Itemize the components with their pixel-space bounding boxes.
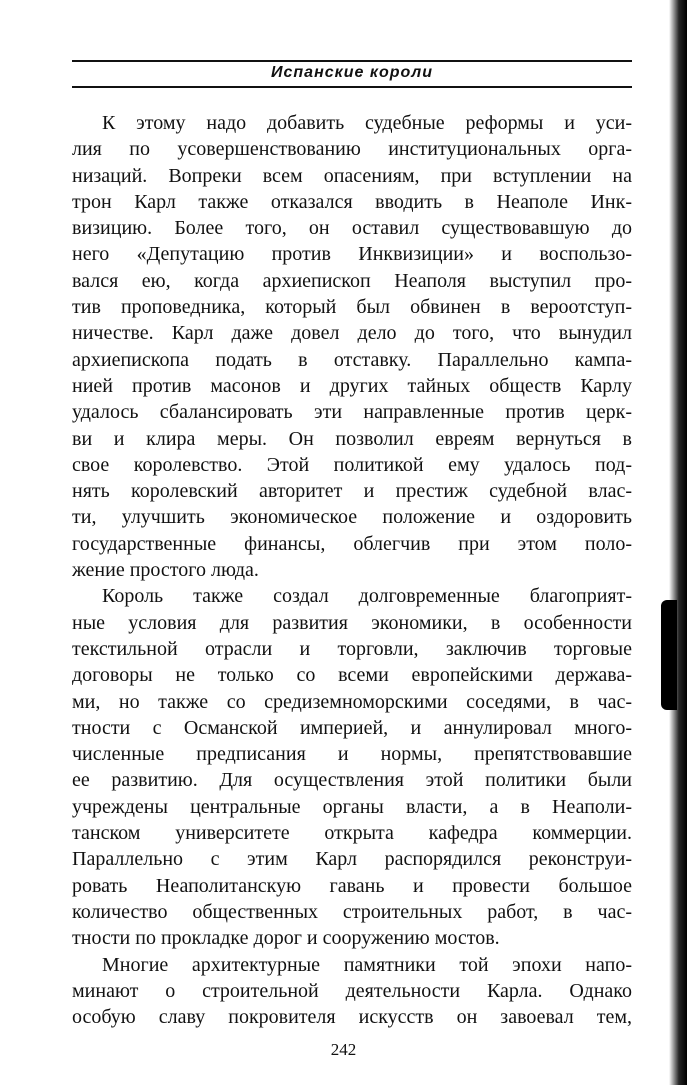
text-line: ви и клира меры. Он позволил евреям вернуться в [72,427,632,450]
page-number: 242 [330,1040,357,1059]
text-line: него «Депутацию против Инквизиции» и воспользо- [72,243,632,266]
text-line: ровать Неаполитанскую гавань и провести большое [72,874,632,897]
header-rule-top [72,60,632,62]
text-line: количество общественных строительных работ, в час- [72,900,632,923]
text-line: учреждены центральные органы власти, а в Неаполи- [72,795,632,818]
text-line: ее развитию. Для осуществления этой политики были [72,769,632,792]
text-line: низаций. Вопреки всем опасениям, при вступлении на [72,164,632,187]
text-line: тив проповедника, который был обвинен в вероотступ- [72,296,632,319]
paragraph-1 [72,110,632,583]
text-line: лия по усовершенствованию институциональных орга- [72,138,632,161]
text-line: нией против масонов и других тайных обществ Карлу [72,374,632,397]
scan-edge-shadow [669,0,687,1085]
text-line: жение простого люда. [72,559,259,582]
header-rule-bottom [72,86,632,88]
text-line: ти, улучшить экономическое положение и оздоровить [72,506,632,529]
text-line: тности с Османской империей, и аннулировал много- [72,716,632,739]
text-line: К этому надо добавить судебные реформы и уси- [102,112,632,134]
text-line: тности по прокладке дорог и сооружению мостов. [72,927,500,950]
text-line: текстильной отрасли и торговли, заключив торговые [72,637,632,660]
text-line: договоры не только со всеми европейскими держава- [72,664,632,687]
text-line: численные предписания и нормы, препятствовавшие [72,743,632,766]
running-head: Испанские короли [270,64,434,81]
text-line: трон Карл также отказался вводить в Неаполе Инк- [72,190,632,213]
text-line: танском университете открыта кафедра коммерции. [72,822,632,845]
text-line: архиепископа подать в отставку. Параллельно кампа- [72,348,632,371]
scan-edge-blot [661,600,677,710]
text-line: ми, но также со средиземноморскими соседями, в час- [72,690,632,713]
text-line: ничестве. Карл даже довел дело до того, что вынудил [72,322,632,345]
text-line: Король также создал долговременные благоприят- [102,585,632,608]
text-line: государственные финансы, облегчив при этом поло- [72,532,632,555]
text-line: особую славу покровителя искусств он завоевал тем, [72,1006,632,1029]
text-line: минают о строительной деятельности Карла. Однако [72,979,632,1002]
text-line: Параллельно с этим Карл распорядился реконструи- [72,848,632,871]
text-line: визицию. Более того, он оставил существовавшую до [72,217,632,240]
text-line: нять королевский авторитет и престиж судебной влас- [72,480,632,503]
text-line: удалось сбалансировать эти направленные против церк- [72,401,632,424]
text-line: Многие архитектурные памятники той эпохи напо- [102,953,632,976]
body-text [72,110,632,1030]
text-line: ные условия для развития экономики, в особенности [72,611,632,634]
text-line: вался ею, когда архиепископ Неаполя выступил про- [72,269,632,292]
paragraph-2 [72,583,632,951]
text-line: свое королевство. Этой политикой ему удалось под- [72,453,632,476]
paragraph-3 [72,952,632,1031]
